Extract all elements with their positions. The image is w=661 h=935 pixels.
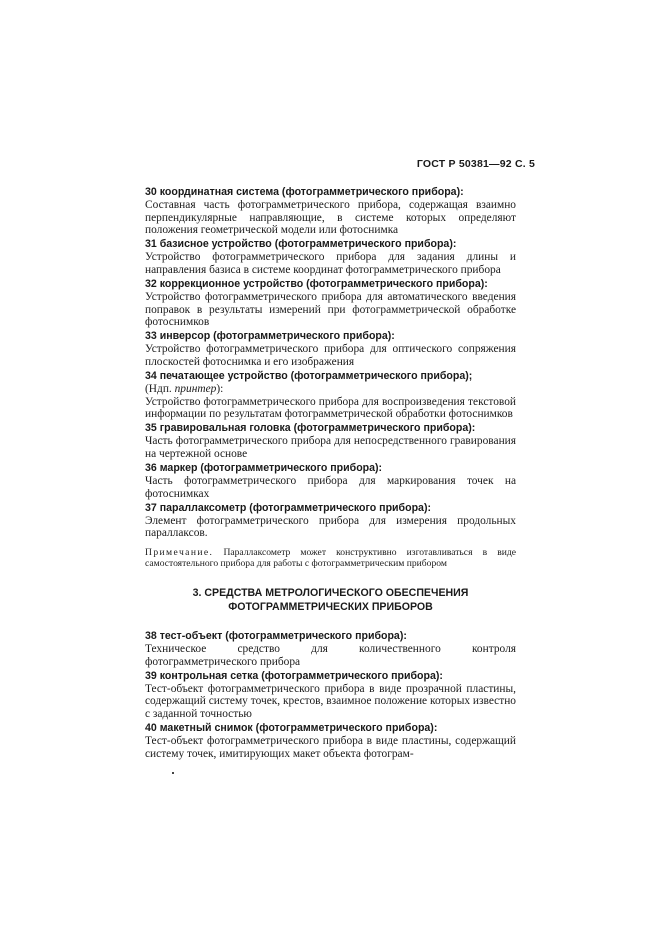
entry-definition: Техническое средство для количественного контроля фотограмметрического прибора [145, 643, 516, 668]
entry-definition: Устройство фотограмметрического прибора для автоматического введения поправок в результаты измерений при фотограмметрической обработке фотоснимков [145, 290, 516, 329]
entry-term: 32 коррекционное устройство (фотограмметрического прибора): [145, 277, 488, 290]
alt-prefix: (Ндп. [145, 382, 175, 395]
entry-definition: Устройство фотограмметрического прибора для воспроизведения текстовой информации по результатам фотограмметрической обработки фотоснимков [145, 395, 516, 421]
entry-definition: Часть фотограмметрического прибора для непосредственного гравирования на чертежной основе [145, 435, 516, 460]
glossary-entry-31 [145, 238, 516, 276]
entry-deprecated-term [145, 383, 516, 396]
entry-definition: Элемент фотограмметрического прибора для измерения продольных параллаксов. [145, 514, 516, 540]
entry-definition: Тест-объект фотограмметрического прибора в виде пластины, содержащий систему точек, имитирующих макет объекта фотограм- [145, 735, 516, 760]
entry-term: 38 тест-объект (фотограмметрического прибора): [145, 630, 407, 643]
entry-term: 37 параллаксометр (фотограмметрического прибора): [145, 501, 431, 514]
note-label: Примечание. [145, 546, 214, 558]
note-paragraph [145, 547, 516, 569]
entry-term: 40 макетный снимок (фотограмметрического прибора): [145, 722, 438, 735]
entry-definition: Тест-объект фотограмметрического прибора в виде прозрачной пластины, содержащий систему точек, крестов, взаимное положение которых известно с заданной точностью [145, 682, 516, 721]
alt-term: принтер [174, 382, 217, 395]
note-text: Параллаксометр может конструктивно изготавливаться в виде самостоятельного прибора для работы с фотограмметрическим прибором [145, 546, 516, 569]
glossary-entry-36 [145, 462, 516, 500]
section-title-line-2: ФОТОГРАММЕТРИЧЕСКИХ ПРИБОРОВ [228, 600, 433, 613]
scan-speck [172, 772, 174, 774]
entry-definition: Устройство фотограмметрического прибора для задания длины и направления базиса в системе координат фотограмметрического прибора [145, 251, 516, 276]
entry-term: 31 базисное устройство (фотограмметрического прибора): [145, 238, 457, 251]
page-header: ГОСТ Р 50381—92 С. 5 [416, 158, 535, 170]
entry-term: 35 гравировальная головка (фотограмметрического прибора): [145, 422, 476, 435]
entry-definition: Часть фотограмметрического прибора для маркирования точек на фотоснимках [145, 474, 516, 500]
entry-term: 36 маркер (фотограмметрического прибора): [145, 461, 383, 474]
entry-term: 30 координатная система (фотограмметрического прибора): [145, 186, 464, 198]
glossary-entry-33 [145, 330, 516, 368]
entry-definition: Составная часть фотограмметрического прибора, содержащая взаимно перпендикулярные направляющие, в системе которых определяют положения геометрической модели или фотоснимка [145, 199, 516, 237]
glossary-entry-40 [145, 722, 516, 760]
glossary-entry-32 [145, 278, 516, 329]
alt-suffix: ): [216, 382, 224, 395]
glossary-entry-34 [145, 370, 516, 421]
glossary-entry-38 [145, 630, 516, 668]
glossary-entry-35 [145, 422, 516, 460]
glossary-entry-37 [145, 502, 516, 540]
entry-term: 39 контрольная сетка (фотограмметрического прибора): [145, 669, 443, 682]
section-title-line-1: 3. СРЕДСТВА МЕТРОЛОГИЧЕСКОГО ОБЕСПЕЧЕНИЯ [192, 587, 469, 600]
section-heading [145, 587, 516, 614]
entry-term: 33 инверсор (фотограмметрического прибора): [145, 330, 395, 343]
glossary-content [145, 186, 516, 762]
glossary-entry-39 [145, 670, 516, 721]
glossary-entry-30 [145, 186, 516, 237]
entry-term: 34 печатающее устройство (фотограмметрического прибора); [145, 369, 473, 382]
entry-definition: Устройство фотограмметрического прибора для оптического сопряжения плоскостей фотоснимка и его изображения [145, 343, 516, 368]
